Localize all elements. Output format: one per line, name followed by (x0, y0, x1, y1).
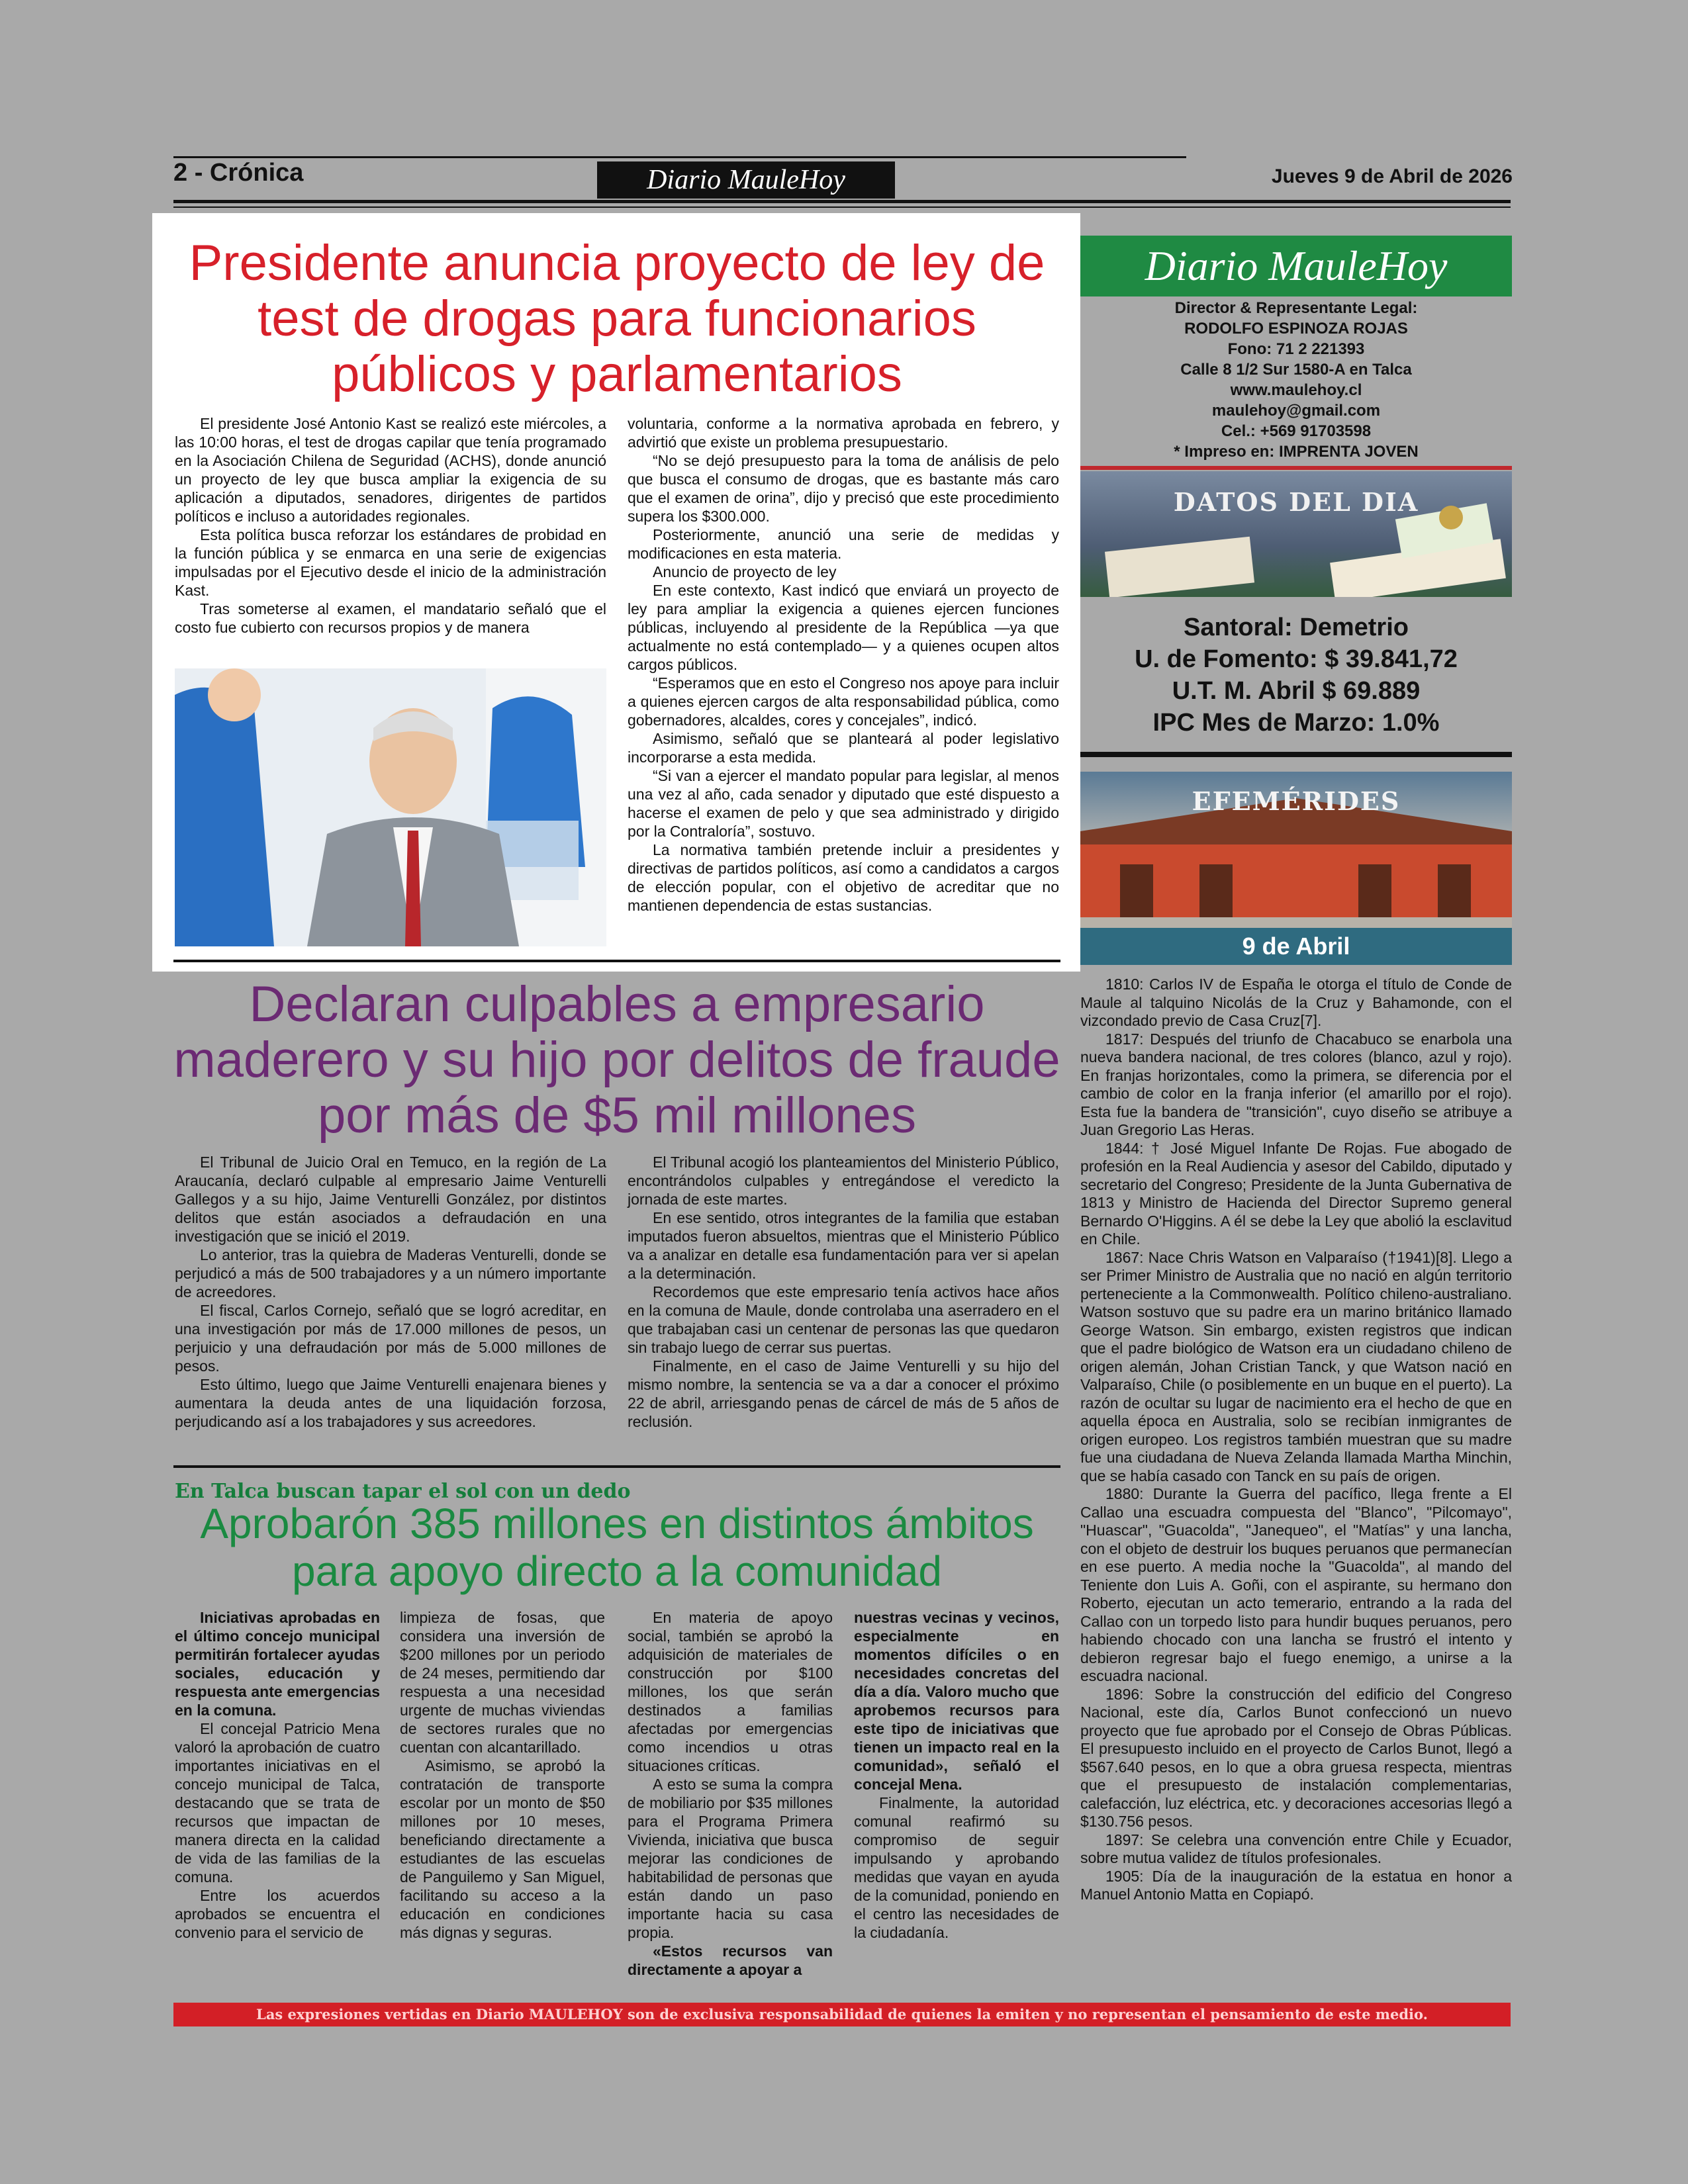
efemeride-item: 1897: Se celebra una convención entre Chile y Ecuador, sobre mutua validez de títulos profesionales. (1080, 1831, 1512, 1866)
header-bottom-rule-thin (173, 206, 1511, 208)
page-number: 2 - Crónica (173, 159, 304, 187)
issue-date: Jueves 9 de Abril de 2026 (1271, 165, 1513, 187)
footer-disclaimer: Las expresiones vertidas en Diario MAULEHOY son de exclusiva responsabilidad de quienes la emiten y no representan el pensamiento de este medio. (173, 2003, 1511, 2026)
article3-kicker: En Talca buscan tapar el sol con un dedo (175, 1480, 631, 1503)
header-bottom-rule (173, 200, 1511, 203)
efemeride-item: 1844: † José Miguel Infante De Rojas. Fue abogado de profesión en la Real Audiencia y asesor del Cabildo, diputado y secretario del Congreso; Presidente de la Junta Gubernativa de 1813 y Ministro de Hacienda del Director Supremo general Bernardo O'Higgins. A él se debe la Ley que abolió la esclavitud en Chile. (1080, 1139, 1512, 1248)
efemeride-item: 1880: Durante la Guerra del pacífico, llega frente a El Callao una escuadra compuesta del "Blanco", "Pilcomayo", "Huascar", "Guacolda", "Janequeo", el "Matías" y una lancha, con el objeto de destruir los buques peruanos que permanecían en ese puerto. A media noche la "Guacolda", al mando del Teniente don Luis A. Goñi, con el aspirante, su hermano don Roberto, ejecutan un acto temerario, entrando a la rada del Callao con un torpedo listo para hundir buques peruanos, pero habiendo chocado con una lancha se frustró el intento y debieron regresar bajo el fuego enemigo, a unirse a la escuadra nacional. (1080, 1485, 1512, 1684)
efemeride-item: 1817: Después del triunfo de Chacabuco se enarbola una nueva bandera nacional, de tres colores (blanco, azul y rojo). En franjas horizontales, como la primera, se diferencia por el cambio de color en la franja inferior (el amarillo por el rojo). Esta fue la bandera de "transición", cuyo diseño se atribuye a Juan Gregorio Las Heras. (1080, 1030, 1512, 1138)
paragraph: Esta política busca reforzar los estándares de probidad en la función pública y se enmarca en una serie de exigencias impulsadas por el Ejecutivo desde el inicio de la administración Kast. (175, 526, 606, 599)
sidebar-divider (1080, 752, 1512, 757)
article-divider (173, 1465, 1060, 1468)
article3-column-1 (175, 1608, 380, 1942)
paragraph: En ese sentido, otros integrantes de la familia que estaban imputados fueron absueltos, mientras que el Ministerio Público va a analizar en detalle esa fundamentación para ver si apelan a la determinación. (628, 1209, 1059, 1282)
president-drug-test-photo (175, 668, 606, 946)
cellphone: Cel.: +569 91703598 (1221, 422, 1372, 440)
quote: «Estos recursos van directamente a apoyar a (628, 1942, 833, 1978)
efemerides-title: EFEMÉRIDES (1192, 786, 1401, 816)
paragraph: Entre los acuerdos aprobados se encuentra el convenio para el servicio de (175, 1887, 380, 1941)
paragraph: Finalmente, en el caso de Jaime Venturelli y su hijo del mismo nombre, la sentencia se va a dar a conocer el próximo 22 de abril, arriesgando penas de cárcel de más de 5 años de reclusión. (628, 1357, 1059, 1430)
paragraph: Lo anterior, tras la quiebra de Maderas Venturelli, donde se perjudicó a más de 500 trabajadores y a un número importante de acreedores. (175, 1246, 606, 1300)
daily-indicators (1080, 612, 1512, 739)
efemeride-item: 1896: Sobre la construcción del edificio del Congreso Nacional, este día, Carlos Bunot confeccionó un nuevo proyecto que fue aprobado por el Consejo de Obras Públicas. El presupuesto incluido en el proyecto de Carlos Bunot, llegó a $567.640 pesos, en lo que a obra gruesa respecta, mientras que el presupuesto de instalación complementarias, calefacción, luz eléctrica, etc. y decoraciones accesorias llegó a $130.756 pesos. (1080, 1685, 1512, 1830)
contact-block (1080, 298, 1512, 462)
paragraph: limpieza de fosas, que considera una inversión de $200 millones por un periodo de 24 meses, permitiendo dar respuesta a una necesidad urgente de muchas viviendas de sectores rurales que no cuentan con alcantarillado. (400, 1609, 605, 1756)
section-name: - Crónica (187, 159, 304, 187)
article1-column-1 (175, 414, 606, 637)
paragraph: El presidente José Antonio Kast se realizó este miércoles, a las 10:00 horas, el test de drogas capilar que tenía programado en la Asociación Chilena de Seguridad (ACHS), donde anunció un proyecto de ley que busca ampliar la exigencia de su aplicación a diputados, senadores, dirigentes de partidos políticos e incluso a autoridades regionales. (175, 415, 606, 525)
director-label: Director & Representante Legal: (1174, 299, 1418, 317)
efemerides-date: 9 de Abril (1080, 928, 1512, 965)
paragraph: En este contexto, Kast indicó que enviará un proyecto de ley para ampliar la exigencia a quienes ejercen funciones públicas, incluyendo al presidente de la República —ya que actualmente no está contemplado— y a quienes ocupen altos cargos públicos. (628, 582, 1059, 673)
paragraph: El concejal Patricio Mena valoró la aprobación de cuatro importantes iniciativas en el concejo municipal de Talca, destacando que se trata de recursos que impactan de manera directa en la calidad de vida de las familias de la comuna. (175, 1720, 380, 1886)
paragraph: “Esperamos que en esto el Congreso nos apoye para incluir a quienes ejercen cargos de alta responsabilidad pública, como gobernadores, alcaldes, cores y concejales”, indicó. (628, 674, 1059, 729)
article3-column-4 (854, 1608, 1059, 1942)
director-name: RODOLFO ESPINOZA ROJAS (1184, 320, 1408, 338)
efemeride-item: 1867: Nace Chris Watson en Valparaíso (†1941)[8]. Llego a ser Primer Ministro de Australia que no nació en algún territorio perteneciente a la Commonwealth. Político chileno-australiano. Watson sostuvo que su padre era un marino británico llamado George Watson. Sin embargo, existen registros que indican que el padre biológico de Watson era un ciudadano chileno de origen alemán, Johan Cristian Tanck, y que Watson nació en Valparaíso, Chile (o posiblemente en un buque en el puerto). La razón de ocultar su lugar de nacimiento era el hecho de que en aquella época en Australia, solo se recibían inmigrantes de origen europeo. Los registros también muestran que su madre fue una ciudadana de Nueva Zelanda llamada Martha Minchin, que se había casado con Tanck en su país de origen. (1080, 1248, 1512, 1484)
paragraph: Asimismo, señaló que se planteará al poder legislativo incorporarse a esta medida. (628, 730, 1059, 766)
paragraph: Recordemos que este empresario tenía activos hace años en la comuna de Maule, donde controlaba una aserradero en el que trabajaban casi un centenar de personas las que quedaron sin trabajo luego de cerrar sus puertas. (628, 1283, 1059, 1356)
paragraph: “Si van a ejercer el mandato popular para legislar, al menos una vez al año, cada senador y diputado que esté dispuesto a hacerse el examen de pelo y que sea administrado y dirigido por la Contraloría”, sostuvo. (628, 767, 1059, 840)
paragraph: En materia de apoyo social, también se aprobó la adquisición de materiales de construcción por $100 millones, los que serán destinados a familias afectadas por emergencias como incendios u otras situaciones críticas. (628, 1609, 833, 1774)
address: Calle 8 1/2 Sur 1580-A en Talca (1180, 361, 1412, 379)
sidebar-masthead: Diario MauleHoy (1080, 236, 1512, 296)
article2-column-2 (628, 1153, 1059, 1431)
article1-headline: Presidente anuncia proyecto de ley de test de drogas para funcionarios públicos y parlamentarios (189, 235, 1045, 402)
paragraph: El Tribunal de Juicio Oral en Temuco, en la región de La Araucanía, declaró culpable al empresario Jaime Venturelli Gallegos y a su hijo, Jaime Venturelli González, por distintos delitos que están asociados a defraudación en una investigación que se inició el 2019. (175, 1154, 606, 1245)
efemerides-banner (1080, 772, 1512, 965)
ipc-value: IPC Mes de Marzo: 1.0% (1152, 709, 1440, 737)
article3-lead: Iniciativas aprobadas en el último concejo municipal permitirán fortalecer ayudas sociales, educación y respuesta ante emergencias en la comuna. (175, 1609, 380, 1719)
paragraph: Tras someterse al examen, el mandatario señaló que el costo fue cubierto con recursos propios y de manera (175, 600, 606, 636)
article3-column-2 (400, 1608, 605, 1942)
paragraph: Posteriormente, anunció una serie de medidas y modificaciones en esta materia. (628, 526, 1059, 562)
utm-value: U.T. M. Abril $ 69.889 (1172, 677, 1421, 705)
efemeride-item: 1905: Día de la inauguración de la estatua en honor a Manuel Antonio Matta en Copiapó. (1080, 1867, 1512, 1903)
subheading: Anuncio de proyecto de ley (653, 563, 837, 580)
datos-del-dia-title: DATOS DEL DIA (1173, 487, 1419, 517)
paragraph: La normativa también pretende incluir a presidentes y directivas de partidos políticos, así como a candidatos a cargos de elección popular, con el objetivo de acreditar que no mantienen dependencia de estas sustancias. (628, 841, 1059, 914)
article3-column-3 (628, 1608, 833, 1979)
paragraph: voluntaria, conforme a la normativa aprobada en febrero, y advirtió que existe un problema presupuestario. (628, 415, 1059, 451)
datos-del-dia-banner (1080, 471, 1512, 597)
article3-headline: Aprobarón 385 millones en distintos ámbitos para apoyo directo a la comunidad (200, 1500, 1034, 1595)
header-masthead: Diario MauleHoy (597, 161, 895, 199)
header-top-rule (173, 156, 1186, 158)
paragraph: El fiscal, Carlos Cornejo, señaló que se logró acreditar, en una investigación por más de 17.000 millones de pesos, un perjuicio y una defraudación por más de 5.000 millones de pesos. (175, 1302, 606, 1375)
article2-column-1 (175, 1153, 606, 1431)
photo-illustration (175, 668, 606, 946)
paragraph: Asimismo, se aprobó la contratación de transporte escolar por un monto de $50 millones por 10 meses, beneficiando directamente a estudiantes de las escuelas de Panguilemo y San Miguel, facilitando su acceso a la educación en condiciones más dignas y seguras. (400, 1757, 605, 1941)
phone: Fono: 71 2 221393 (1227, 340, 1365, 358)
efemerides-list (1080, 976, 1512, 1904)
efemeride-item: 1810: Carlos IV de España le otorga el título de Conde de Maule al talquino Nicolás de la Cruz y Bahamonde, con el vizcondado previo de Casa Cruz[7]. (1080, 976, 1512, 1029)
article2-headline: Declaran culpables a empresario maderero y su hijo por delitos de fraude por más de $5 mil millones (173, 976, 1060, 1144)
santoral: Santoral: Demetrio (1184, 614, 1409, 641)
article-divider (173, 960, 1060, 962)
paragraph: Esto último, luego que Jaime Venturelli enajenara bienes y aumentara la deuda antes de una liquidación forzosa, perjudicando así a los trabajadores y sus acreedores. (175, 1376, 606, 1430)
paragraph: Finalmente, la autoridad comunal reafirmó su compromiso de seguir impulsando y aprobando medidas que vayan en ayuda de la comunidad, poniendo en el centro las necesidades de la ciudadanía. (854, 1794, 1059, 1941)
email-link[interactable]: maulehoy@gmail.com (1211, 402, 1381, 420)
paragraph: “No se dejó presupuesto para la toma de análisis de pelo que busca el consumo de drogas, que es bastante más caro que el examen de orina”, dijo y precisó que este procedimiento supera los $300.000. (628, 452, 1059, 525)
uf-value: U. de Fomento: $ 39.841,72 (1135, 645, 1458, 673)
sidebar-divider (1080, 466, 1512, 470)
article1-column-2 (628, 414, 1059, 915)
paragraph: A esto se suma la compra de mobiliario por $35 millones para el Programa Primera Vivienda, iniciativa que busca mejorar las condiciones de habitabilidad de personas que están dando un paso importante hacia su casa propia. (628, 1776, 833, 1941)
website-link[interactable]: www.maulehoy.cl (1230, 381, 1362, 399)
printer: * Impreso en: IMPRENTA JOVEN (1174, 443, 1419, 461)
paragraph: El Tribunal acogió los planteamientos del Ministerio Público, encontrándolos culpables y entregándose el veredicto la jornada de este martes. (628, 1154, 1059, 1208)
quote: nuestras vecinas y vecinos, especialmente en momentos difíciles o en necesidades concretas del día a día. Valoro mucho que aprobemos recursos para este tipo de iniciativas que tienen un impacto real en la comunidad», señaló el concejal Mena. (854, 1609, 1059, 1793)
